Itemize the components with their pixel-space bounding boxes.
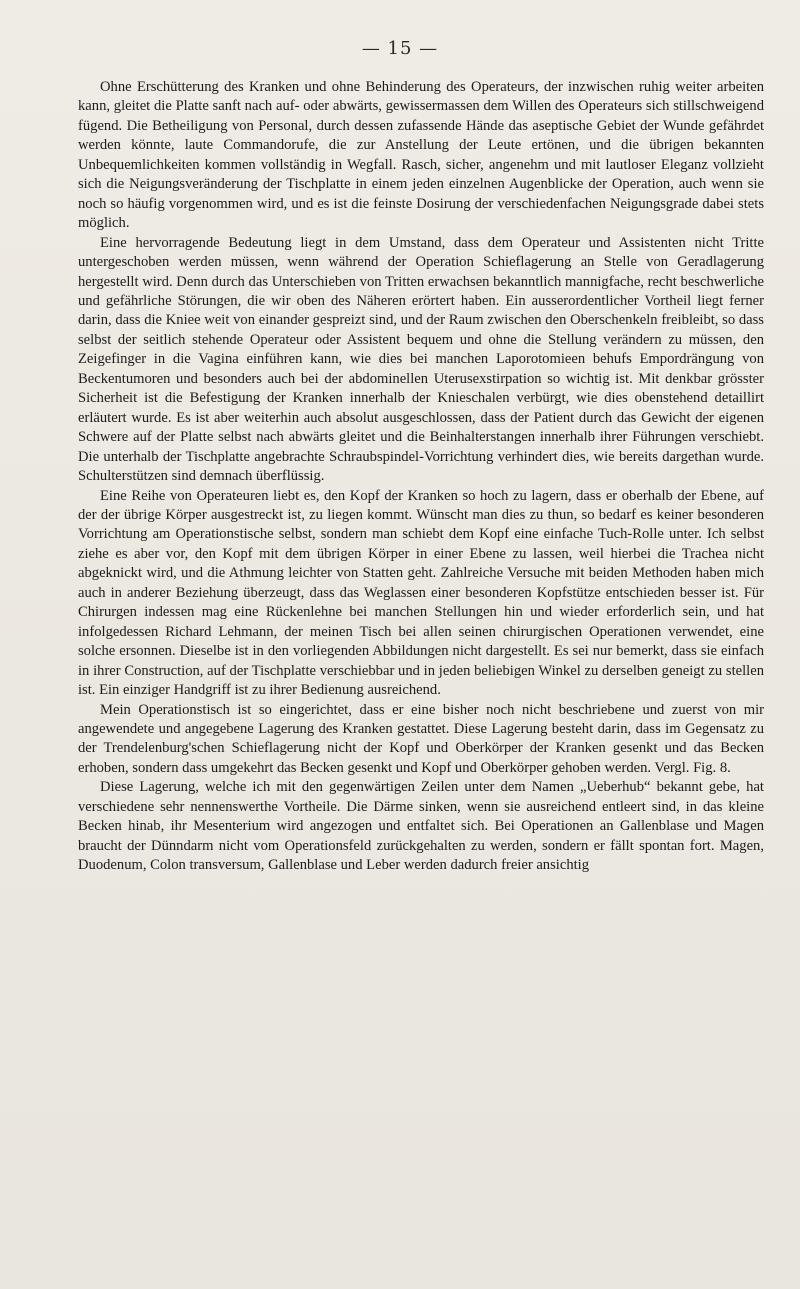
page-number: — 15 — — [361, 38, 439, 59]
paragraph: Diese Lagerung, welche ich mit den gegenwärtigen Zeilen unter dem Namen „Ueberhub“ bekannt gebe, hat verschiedene sehr nennenswerthe Vortheile. Die Därme sinken, wenn sie ausreichend entleert sind, in das kleine Becken hinab, ihr Mesenterium wird angezogen und entfaltet sich. Bei Operationen an Gallenblase und Magen braucht der Dünndarm nicht vom Operationsfeld zurückgehalten zu werden, sondern er fällt spontan fort. Magen, Duodenum, Colon transversum, Gallenblase und Leber werden dadurch freier ansichtig — [78, 779, 764, 874]
paragraph: Eine hervorragende Bedeutung liegt in dem Umstand, dass dem Operateur und Assistenten nicht Tritte untergeschoben werden müssen, wenn während der Operation Schieflagerung an Stelle von Geradlagerung hergestellt wird. Denn durch das Unterschieben von Tritten erwachsen bekanntlich mannigfache, recht beschwerliche und gefährliche Störungen, die wir oben des Näheren erörtert haben. Ein ausserordentlicher Vortheil liegt ferner darin, dass die Kniee weit von einander gespreizt sind, und der Raum zwischen den Oberschenkeln freibleibt, so dass selbst der seitlich stehende Operateur oder Assistent bequem und ohne die Stellung verändern zu müssen, den Zeigefinger in die Vagina einführen kann, wie dies bei manchen Laporotomieen behufs Empordrängung von Beckentumoren und besonders auch bei der abdominellen Uterusexstirpation so wichtig ist. Mit denkbar grösster Sicherheit ist die Befestigung der Kranken innerhalb der Knieschalen verbürgt, wie dies obenstehend detaillirt erläutert wurde. Es ist aber weiterhin auch absolut ausgeschlossen, dass der Patient durch das Gewicht der eigenen Schwere auf der Platte selbst nach abwärts gleitet und die Beinhalterstangen innerhalb ihrer Führungen verschiebt. Die unterhalb der Tischplatte angebrachte Schraubspindel-Vorrichtung verhindert dies, wie bereits dargethan wurde. Schulterstützen sind demnach überflüssig. — [78, 234, 764, 485]
paragraph: Eine Reihe von Operateuren liebt es, den Kopf der Kranken so hoch zu lagern, dass er oberhalb der Ebene, auf der der übrige Körper ausgestreckt ist, zu liegen kommt. Wünscht man dies zu thun, so bedarf es keiner besonderen Vorrichtung am Operationstische selbst, sondern man schiebt dem Kopf eine einfache Tuch-Rolle unter. Ich selbst ziehe es aber vor, den Kopf mit dem übrigen Körper in einer Ebene zu lassen, weil hierbei die Trachea nicht abgeknickt wird, und die Athmung leichter von Statten geht. Zahlreiche Versuche mit beiden Methoden haben mich auch in anderer Beziehung überzeugt, dass das Weglassen einer besonderen Kopfstütze entschieden besser ist. Für Chirurgen indessen mag eine Rückenlehne bei manchen Stellungen hin und wieder erforderlich sein, und hat infolgedessen Richard Lehmann, der meinen Tisch bei allen seinen chirurgischen Operationen verwendet, eine solche ersonnen. Dieselbe ist in den vorliegenden Abbildungen nicht dargestellt. Es sei nur bemerkt, dass sie einfach in ihrer Construction, auf der Tischplatte verschiebbar und in jeden beliebigen Winkel zu derselben geneigt zu stellen ist. Ein einziger Handgriff ist zu ihrer Bedienung ausreichend. — [78, 487, 764, 699]
body-text — [78, 78, 764, 876]
paragraph: Ohne Erschütterung des Kranken und ohne Behinderung des Operateurs, der inzwischen ruhig weiter arbeiten kann, gleitet die Platte sanft nach auf- oder abwärts, gewissermassen dem Willen des Operateurs sich stillschweigend fügend. Die Betheiligung von Personal, durch dessen zufassende Hände das aseptische Gebiet der Wunde gefährdet werden könnte, laute Commandorufe, die zur Anstellung der Leute ertönen, und die übrigen bekannten Unbequemlichkeiten kommen vollständig in Wegfall. Rasch, sicher, angenehm und mit lautloser Eleganz vollzieht sich die Neigungsveränderung der Tischplatte in einem jeden einzelnen Augenblicke der Operation, auch wenn sie noch so häufig vorgenommen wird, und es ist die feinste Dosirung der verschiedenfachen Neigungsgrade dabei stets möglich. — [78, 79, 764, 232]
paragraph: Mein Operationstisch ist so eingerichtet, dass er eine bisher noch nicht beschriebene und zuerst von mir angewendete und angegebene Lagerung des Kranken gestattet. Diese Lagerung besteht darin, dass im Gegensatz zu der Trendelenburg'schen Schieflagerung nicht der Kopf und Oberkörper der Kranken gesenkt und das Becken erhoben, sondern dass umgekehrt das Becken gesenkt und Kopf und Oberkörper gehoben werden. Vergl. Fig. 8. — [78, 701, 764, 776]
